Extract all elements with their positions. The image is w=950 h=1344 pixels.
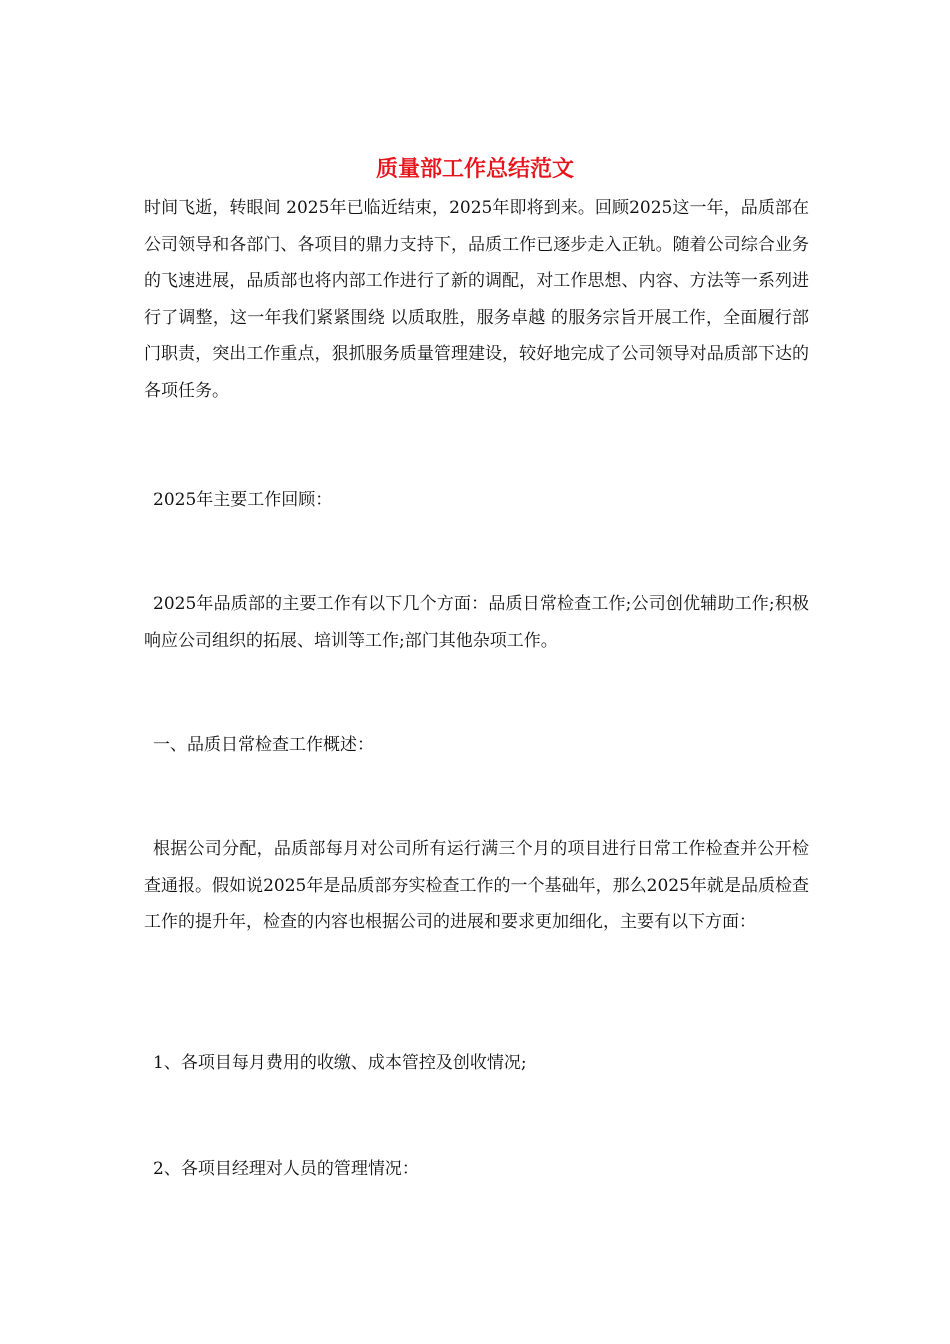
section-heading-daily-inspection: 一、品质日常检查工作概述： — [153, 735, 374, 755]
main-work-paragraph: 2025年品质部的主要工作有以下几个方面：品质日常检查工作;公司创优辅助工作;积极响应公司组织的拓展、培训等工作;部门其他杂项工作。 — [144, 594, 809, 651]
intro-paragraph: 时间飞逝，转眼间 2025年已临近结束，2025年即将到来。回顾2025这一年，品质部在公司领导和各部门、各项目的鼎力支持下，品质工作已逐步走入正轨。随着公司综合业务的飞速进展，品质部也将内部工作进行了新的调配，对工作思想、内容、方法等一系列进行了调整，这一年我们紧紧围绕 以质取胜，服务卓越 的服务宗旨开展工作，全面履行部门职责，突出工作重点，狠抓服务质量管理建设，较好地完成了公司领导对品质部下达的各项任务。 — [144, 198, 809, 401]
document-title: 质量部工作总结范文 — [375, 156, 574, 182]
inspection-paragraph: 根据公司分配，品质部每月对公司所有运行满三个月的项目进行日常工作检查并公开检查通报。假如说2025年是品质部夯实检查工作的一个基础年，那么2025年就是品质检查工作的提升年，检查的内容也根据公司的进展和要求更加细化，主要有以下方面： — [144, 839, 809, 932]
list-item-2: 2、各项目经理对人员的管理情况： — [153, 1159, 419, 1179]
list-item-1: 1、各项目每月费用的收缴、成本管控及创收情况; — [153, 1053, 527, 1073]
section-heading-review: 2025年主要工作回顾： — [153, 490, 333, 510]
